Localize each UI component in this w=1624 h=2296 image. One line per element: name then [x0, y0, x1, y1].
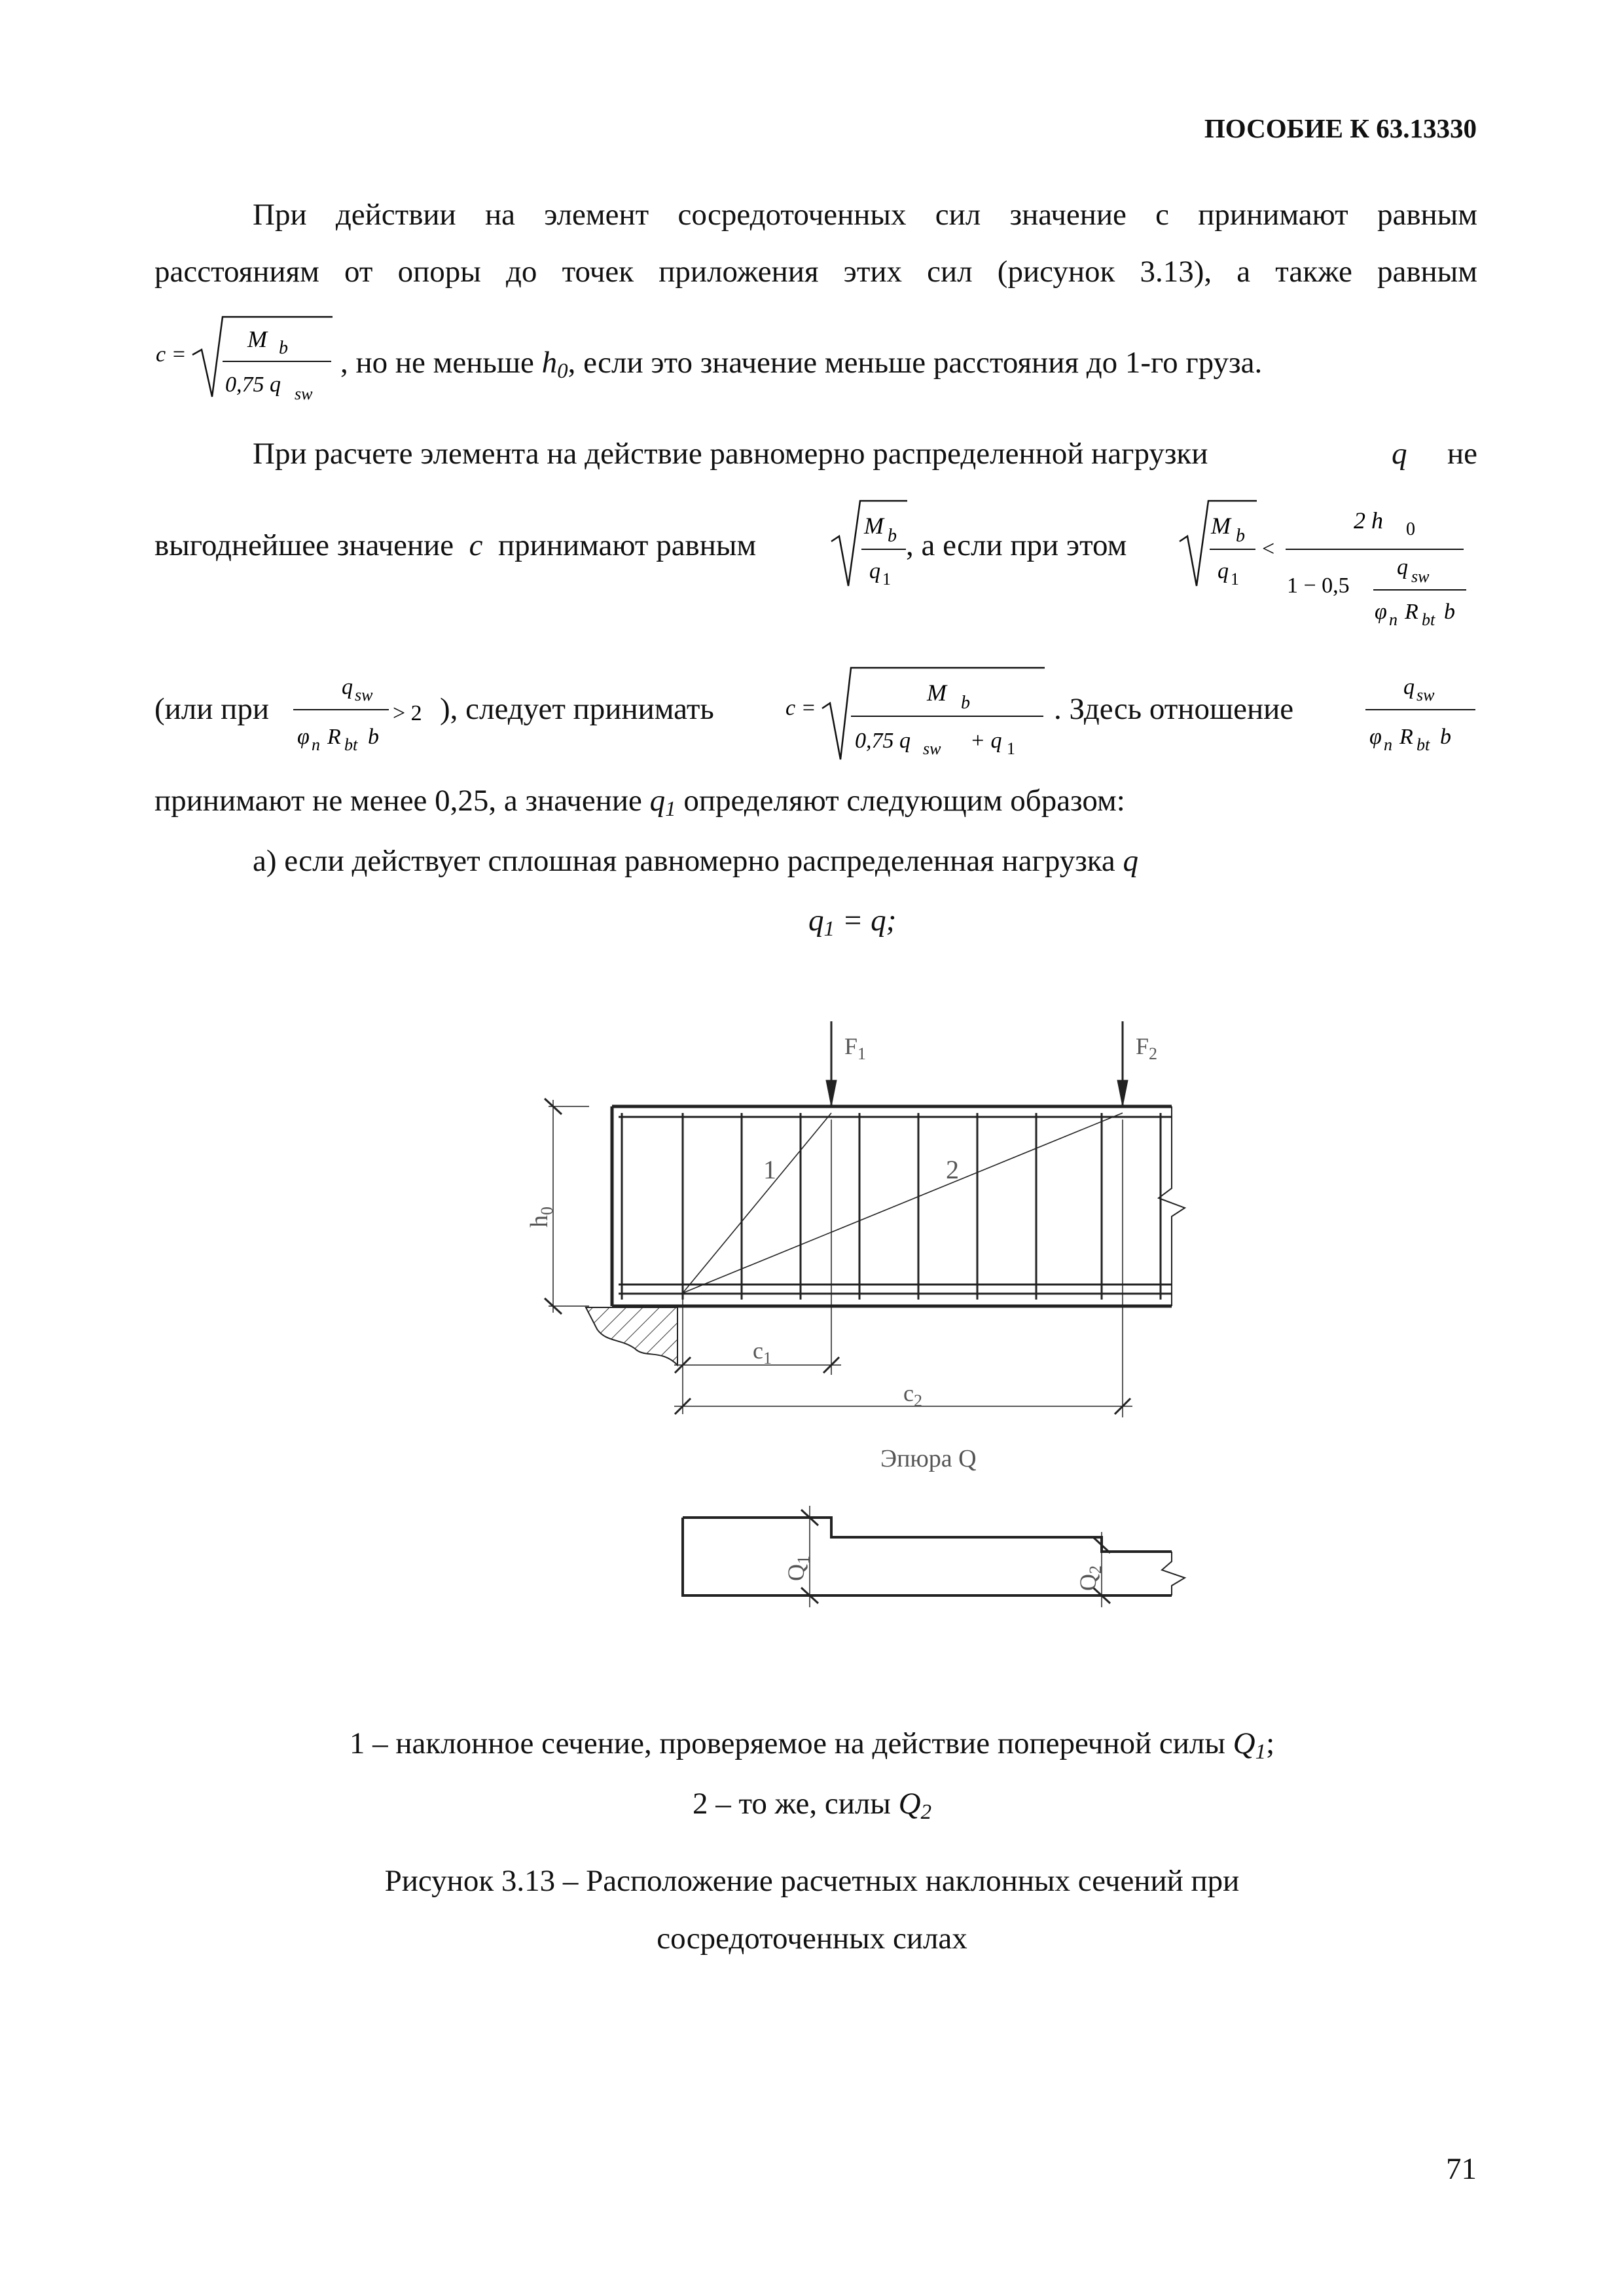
svg-text:n: n — [312, 735, 320, 754]
label-Q1: $Q_1$ — [783, 1556, 813, 1581]
svg-text:bt: bt — [1422, 610, 1435, 629]
svg-text:1: 1 — [1007, 739, 1015, 758]
diagram-title: Эпюра Q — [880, 1445, 977, 1472]
svg-text:q: q — [869, 559, 880, 583]
svg-text:q: q — [1397, 555, 1408, 579]
page-number: 71 — [1446, 2152, 1477, 2186]
svg-text:n: n — [1384, 735, 1392, 754]
svg-text:c =: c = — [785, 696, 816, 720]
f1-num-sub: b — [279, 338, 288, 358]
svg-text:sw: sw — [1416, 685, 1435, 704]
svg-text:M: M — [927, 680, 947, 706]
svg-text:φ: φ — [1369, 725, 1382, 749]
equation-q1: $q_1 = q$; — [808, 903, 897, 941]
f1-den-sub: sw — [295, 384, 313, 403]
svg-text:> 2: > 2 — [393, 701, 422, 725]
svg-text:q: q — [1403, 675, 1415, 699]
f1-den: 0,75 q — [225, 373, 281, 397]
para2-line5: а) если действует сплошная равномерно распределенная нагрузка q — [253, 844, 1139, 878]
svg-text:0: 0 — [1406, 519, 1415, 539]
figure-caption-title-1: Рисунок 3.13 – Расположение расчетных наклонных сечений при — [384, 1864, 1240, 1898]
svg-text:b: b — [1444, 600, 1455, 624]
svg-text:b: b — [961, 693, 970, 713]
svg-text:b: b — [1440, 725, 1451, 749]
caption-legend-1: 1 – наклонное сечение, проверяемое на действие поперечной силы $Q_1$; — [349, 1726, 1275, 1764]
svg-text:M: M — [1211, 513, 1231, 539]
running-header: ПОСОБИЕ К 63.13330 — [1204, 113, 1477, 143]
svg-text:q: q — [342, 675, 353, 699]
svg-text:2 h: 2 h — [1354, 507, 1383, 534]
svg-text:1 − 0,5: 1 − 0,5 — [1287, 574, 1350, 598]
svg-text:b: b — [1236, 526, 1245, 546]
svg-text:R: R — [1399, 725, 1413, 749]
svg-text:φ: φ — [297, 725, 310, 749]
svg-text:φ: φ — [1375, 600, 1387, 624]
svg-text:n: n — [1389, 610, 1398, 629]
svg-text:bt: bt — [344, 735, 358, 754]
para1-line1: При действии на элемент сосредоточенных сил значение c принимают равным — [253, 198, 1477, 232]
svg-text:R: R — [1405, 600, 1418, 624]
label-h0: $h_0$ — [526, 1207, 556, 1228]
svg-text:1: 1 — [1231, 570, 1239, 589]
label-c2: $c_2$ — [903, 1380, 922, 1410]
svg-text:1: 1 — [882, 570, 891, 589]
svg-text:b: b — [888, 526, 897, 546]
label-F2: $F_2$ — [1136, 1033, 1158, 1063]
para2-line2-a: выгоднейшее значение c принимают равным — [154, 528, 757, 562]
section-2-label: 2 — [946, 1155, 959, 1184]
svg-text:<: < — [1262, 537, 1275, 561]
f1-num: M — [247, 326, 267, 352]
para1-line2: расстояниям от опоры до точек приложения этих сил (рисунок 3.13), а также равным — [154, 255, 1477, 289]
para2-line1: При расчете элемента на действие равномерно распределенной нагрузки q не — [253, 437, 1477, 471]
para2-line3-a: (или при — [154, 692, 269, 726]
f1-lhs: c = — [156, 342, 187, 367]
para2-line4: принимают не менее 0,25, а значение $q_1$ определяют следующим образом: — [154, 784, 1125, 822]
label-F1: $F_1$ — [844, 1033, 867, 1063]
svg-text:sw: sw — [355, 685, 373, 704]
svg-text:q: q — [1218, 559, 1229, 583]
para2-line3-b: ), следует принимать — [440, 692, 714, 726]
svg-text:sw: sw — [1411, 567, 1430, 586]
svg-text:sw: sw — [923, 739, 941, 758]
svg-text:0,75 q: 0,75 q — [855, 729, 911, 753]
label-Q2: $Q_2$ — [1075, 1565, 1105, 1591]
figure-caption-title-2: сосредоточенных силах — [657, 1922, 967, 1956]
para2-line3-c: . Здесь отношение — [1054, 692, 1294, 726]
section-1-label: 1 — [763, 1155, 776, 1184]
svg-text:bt: bt — [1416, 735, 1430, 754]
para1-line3: , но не меньше $h_0$, если это значение меньше расстояния до 1-го груза. — [340, 346, 1263, 384]
svg-text:b: b — [368, 725, 379, 749]
caption-legend-2: 2 – то же, силы $Q_2$ — [692, 1787, 932, 1825]
para2-line2-b: , а если при этом — [906, 528, 1127, 562]
svg-text:+ q: + q — [970, 729, 1002, 753]
label-c1: $c_1$ — [753, 1338, 772, 1368]
svg-text:M: M — [864, 513, 884, 539]
svg-text:R: R — [327, 725, 341, 749]
